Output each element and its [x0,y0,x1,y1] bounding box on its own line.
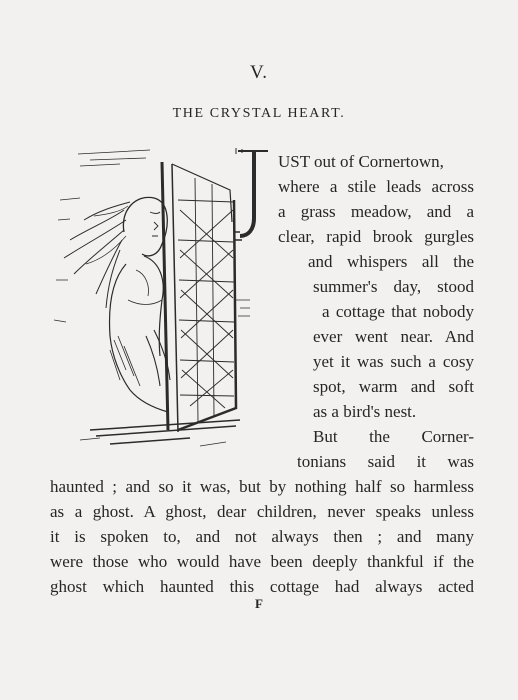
text-line: a grass meadow, and a [278,202,474,221]
text-line: and whispers all the [308,252,474,271]
text-line: ever went near. And [313,327,474,346]
text-line: as a ghost. A ghost, dear children, never speaks unless [50,502,474,521]
text-line: were those who would have been deeply thankful if the [50,552,474,571]
dropcap-j [234,148,268,258]
signature-mark: F [255,596,263,611]
text-line: yet it was such a cosy [313,352,474,371]
text-line: it is spoken to, and not always then ; and many [50,527,474,546]
text-line: ghost which haunted this cottage had always acted [50,577,474,596]
chapter-number: V. [249,62,269,83]
chapter-title: THE CRYSTAL HEART. [172,106,346,121]
text-line: where a stile leads across [278,177,474,196]
text-line: as a bird's nest. [313,402,417,421]
text-line: UST out of Cornertown, [278,152,444,171]
text-line: But the Corner- [313,427,474,446]
text-line: tonians said it was [297,452,474,471]
text-line: spot, warm and soft [313,377,474,396]
text-line: a cottage that nobody [322,302,474,321]
text-line: haunted ; and so it was, but by nothing half so harmless [50,477,474,496]
text-line: summer's day, stood [313,277,474,296]
girl-at-window-illustration [50,140,250,460]
text-line: clear, rapid brook gurgles [278,227,474,246]
